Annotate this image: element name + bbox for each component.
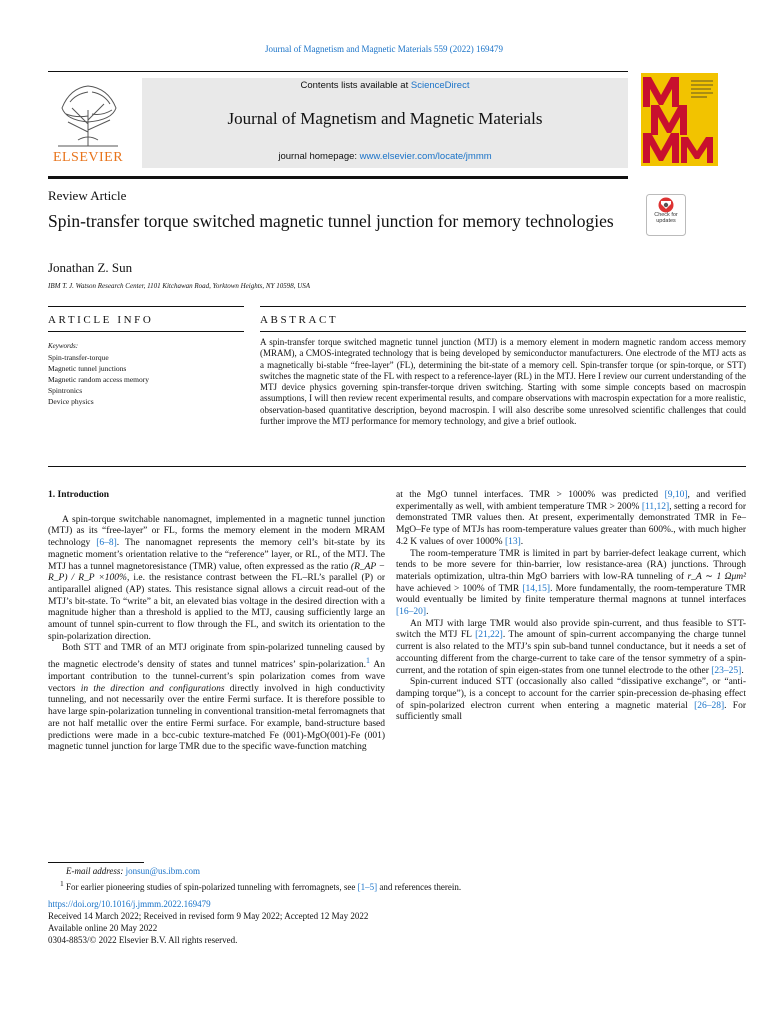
received-dates: Received 14 March 2022; Received in revised form 9 May 2022; Accepted 12 May 2022 (48, 911, 369, 921)
email-link[interactable]: jonsun@us.ibm.com (125, 866, 200, 876)
header-rule (48, 71, 628, 72)
homepage-link[interactable]: www.elsevier.com/locate/jmmm (359, 151, 492, 162)
citation-link[interactable]: [14,15] (522, 583, 551, 594)
article-title: Spin-transfer torque switched magnetic tunnel junction for memory technologies (48, 211, 614, 231)
abstract-text: A spin-transfer torque switched magnetic tunnel junction (MTJ) is a memory element in modern magnetic random access memory (MRAM), a CMOS-integrated technology that is being developed by semiconductor manufacturers. One electrode of the MTJ acts as a magnetically bi-stable “free-layer” (FL), determining the bit-state of a memory cell. Spin-transfer torque (or spin-torque, or STT) switches the magnetic state of the FL with respect to a reference-layer (RL) in the MTJ. Here I review our current understanding of the MTJ device physics governing spin-transfer-torque driven switching. Starting with some simple concepts based on macrospin assumptions, I will then review recent experimental results, and compare observations with macrospin expectation for a more realistic, observation-based quantitative description, beyond macrospin. I will also describe some unresolved scientific challenges that could further improve the MTJ performance for memory technology, and give a brief outlook. (260, 337, 746, 427)
citation-link[interactable]: [21,22] (475, 630, 503, 641)
citation-link[interactable]: [6–8] (96, 538, 117, 549)
sciencedirect-link[interactable]: ScienceDirect (410, 80, 470, 91)
contents-line: Contents lists available at ScienceDirect (300, 80, 470, 91)
paragraph: An MTJ with large TMR would also provide spin-current, and thus feasible to STT-switch the MTJ FL [21,22]. The amount of spin-current accompanying the charge tunnel current is also related to the MTJ’s spin sub-band tunnel conductance, but it needs a set of accounting different from the charge-current to take care of the tensor symmetry of a spin-current, and the rotation of spin eigen-states from one tunnel electrode to the other [23–25]. (396, 618, 747, 676)
keyword-item: Device physics (48, 397, 94, 406)
paragraph: The room-temperature TMR is limited in part by barrier-defect leakage current, which tends to be more severe for thin-barrier, low resistance-area (RA) junctions. Through materials optimization, ultra-thin MgO barriers with low-RA tunneling of r_A ∼ 1 Ωμm² have achieved > 100% of TMR [14,15]. More fundamentally, the room-temperature TMR would eventually be limited by finite temperature thermal magnons at tunnel interfaces [16–20]. (396, 548, 746, 618)
paragraph: Both STT and TMR of an MTJ originate from spin-polarized tunneling caused by the magnetic electrode’s density of states and tunnel matrices’ spin-polarization.$^1$ An important contribution to the tunnel-current’s spin polarization comes from wave vectors in the direction and configurations directly involved in high conductivity tunneling, and not necessarily over the entire Fermi surface. It is therefore possible to have large spin-polarization tunneling in conventional transition-metal ferromagnets that are not half metallic over the entire Fermi surface. For example, band-structure based predictions were made in a bcc-cubic texture-matched Fe (001)-MgO(001)-Fe (001) magnetic tunnel junction for large TMR due to the specific wave-function matching (48, 643, 386, 753)
journal-reference[interactable]: Journal of Magnetism and Magnetic Materials 559 (2022) 169479 (265, 44, 503, 54)
abstract-heading: ABSTRACT (260, 314, 339, 326)
citation-link[interactable]: [16–20] (396, 607, 427, 618)
keywords-list (48, 352, 149, 407)
paragraph: Spin-current induced STT (occasionally also called “dissipative exchange”, or “anti-damping torque”), is a concept to account for the carrier spin-precession de-phasing effect of spin-polarized electron current when entering a magnetic material [26–28]. For sufficiently small (396, 677, 747, 723)
paragraph: at the MgO tunnel interfaces. TMR > 1000% was predicted [9,10], and verified experimentally as well, with ambient temperature TMR > 200% [11,12], setting a record for demonstrated TMR values then. At present, experimentally demonstrated TMR in Fe–MgO–Fe type of MTJs has room-temperature values greater than 600%., with much higher 4.2 K values of over 1000% [13]. (396, 490, 746, 547)
abstract-rule-2 (260, 331, 746, 332)
email-footnote: E-mail address: jonsun@us.ibm.com (66, 866, 200, 876)
copyright-line: 0304-8853/© 2022 Elsevier B.V. All rights reserved. (48, 935, 238, 945)
footnote-1: $^1$ For earlier pioneering studies of spin-polarized tunneling with ferromagnets, see [1–5] and references therein. (60, 879, 462, 892)
section-heading: 1. Introduction (48, 490, 110, 500)
abstract-rule (260, 306, 746, 307)
citation-link[interactable]: [9,10] (664, 490, 688, 500)
journal-cover-image[interactable] (641, 73, 718, 166)
citation-link[interactable]: [11,12] (641, 501, 670, 512)
doi-link: https://doi.org/10.1016/j.jmmm.2022.169479 (48, 899, 211, 909)
homepage-line: journal homepage: www.elsevier.com/locate/jmmm (278, 151, 492, 162)
citation-link[interactable]: [13] (504, 536, 521, 547)
keywords-label: Keywords: (48, 342, 79, 350)
banner-rule (48, 176, 628, 179)
available-online: Available online 20 May 2022 (48, 923, 158, 933)
tmr-formula: (R_AP − R_P) / R_P ×100% (48, 561, 386, 584)
citation-link[interactable]: [26–28] (694, 700, 725, 711)
keyword-item: Spin-transfer-torque (48, 353, 109, 362)
journal-title: Journal of Magnetism and Magnetic Materials (227, 109, 543, 128)
footnote-link[interactable]: 1 (366, 656, 370, 666)
keyword-item: Spintronics (48, 386, 83, 395)
article-info-rule (48, 306, 244, 307)
body-column-right (396, 490, 746, 724)
check-for-updates-label[interactable]: Check for updates (654, 212, 678, 224)
abstract-bottom-rule (48, 466, 746, 467)
article-info-rule-2 (48, 331, 244, 332)
citation-link[interactable]: [1–5] (357, 882, 378, 892)
ra-formula: r_A ∼ 1 Ωμm² (687, 571, 746, 582)
author-affiliation: IBM T. J. Watson Research Center, 1101 Kitchawan Road, Yorktown Heights, NY 10598, USA (48, 282, 311, 290)
citation-link[interactable]: [23–25] (711, 665, 742, 676)
publisher-wordmark: ELSEVIER (52, 150, 124, 165)
article-type: Review Article (48, 188, 127, 203)
paragraph: A spin-torque switchable nanomagnet, implemented in a magnetic tunnel junction (MTJ) as its “free-layer” or FL, forms the memory element in the modern MRAM technology [6–8]. The nanomagnet represents the memory cell’s bit-state by its magnetic moment’s orientation relative to the “reference” layer, or RL, of the MTJ. The MTJ has a tunnel magnetoresistance (TMR) value, often expressed as the ratio (R_AP − R_P) / R_P ×100%, i.e. the resistance contrast between the FL–RL’s parallel (P) or antiparallel aligned (AP) states. This resistance signal allows a circuit read-out of the MTJ’s bit-state. To “write” a bit, an elevated bias voltage in the desired direction with a magnitude higher than a threshold is applied to the MTJ, causing sufficiently large an amount of tunnel spin-current to flow through the FL, and switch its orientation to the spin-polarization direction. (48, 514, 386, 642)
footnote-rule (48, 862, 144, 863)
article-info-heading: ARTICLE INFO (48, 314, 154, 326)
body-column-left (48, 490, 385, 754)
keyword-item: Magnetic tunnel junctions (48, 364, 127, 373)
keyword-item: Magnetic random access memory (48, 375, 150, 384)
article-author[interactable]: Jonathan Z. Sun (48, 260, 133, 275)
